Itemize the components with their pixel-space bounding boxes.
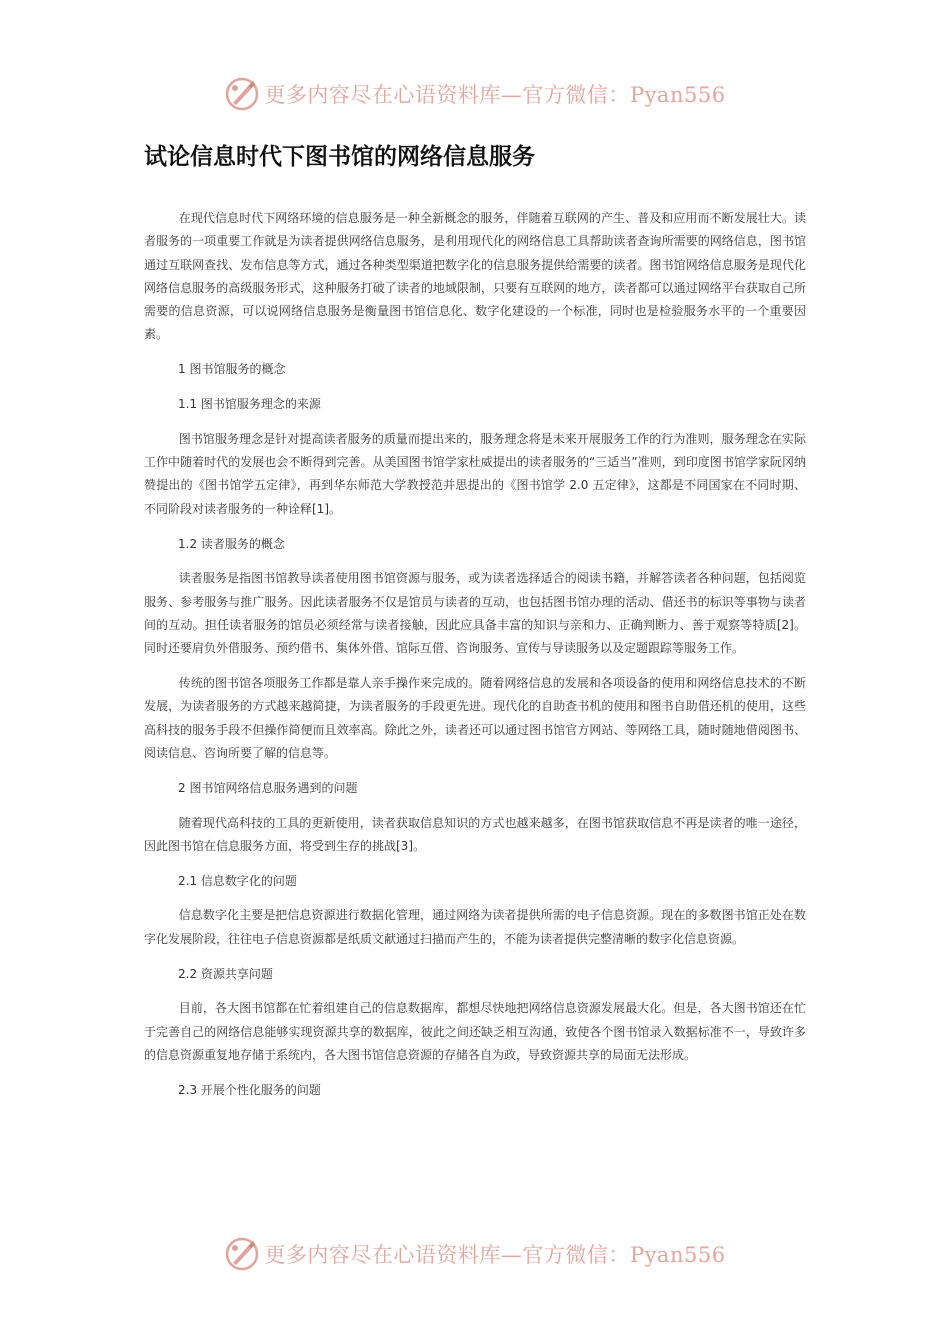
section-heading: 1.2 读者服务的概念 [178, 536, 285, 551]
paragraph: 传统的图书馆各项服务工作都是靠人亲手操作来完成的。随着网络信息的发展和各项设备的使用和网络信息技术的不断发展，为读者服务的方式越来越简捷，为读者服务的手段更先进。现代化的自助查书机的使用和图书自助借还机的使用，这些高科技的服务手段不但操作简便而且效率高。除此之外，读者还可以通过图书馆官方网站、等网络工具，随时随地借阅图书、阅读信息、咨询所要了解的信息等。 [144, 676, 806, 760]
section-heading: 2 图书馆网络信息服务遇到的问题 [178, 780, 358, 795]
wechat-id: Pyan556 [629, 83, 726, 107]
paragraph: 随着现代高科技的工具的更新使用，读者获取信息知识的方式也越来越多，在图书馆获取信息不再是读者的唯一途径，因此图书馆在信息服务方面，将受到生存的挑战[3]。 [144, 815, 806, 853]
pen-quill-icon [224, 1236, 260, 1272]
wechat-id: Pyan556 [629, 1243, 726, 1267]
footer-banner [0, 1234, 950, 1274]
paragraph: 读者服务是指图书馆教导读者使用图书馆资源与服务，或为读者选择适合的阅读书籍，并解答读者各种问题，包括阅览服务、参考服务与推广服务。因此读者服务不仅是馆员与读者的互动，也包括图书馆办理的活动、借还书的标识等事物与读者间的互动。担任读者服务的馆员必须经常与读者接触，因此应具备丰富的知识与亲和力、正确判断力、善于观察等特质[2]。同时还要肩负外借服务、预约借书、集体外借、馆际互借、咨询服务、宣传与导读服务以及定题跟踪等服务工作。 [144, 571, 806, 656]
section-heading: 1 图书馆服务的概念 [178, 362, 286, 377]
section-heading: 2.3 开展个性化服务的问题 [178, 1082, 321, 1097]
section-heading: 1.1 图书馆服务理念的来源 [178, 397, 321, 412]
banner-text: 更多内容尽在心语资料库—官方微信：Pyan556 [264, 83, 726, 107]
pen-quill-icon [224, 76, 260, 112]
section-heading: 2.2 资源共享问题 [178, 966, 273, 981]
paragraph: 在现代信息时代下网络环境的信息服务是一种全新概念的服务，伴随着互联网的产生、普及和应用而不断发展壮大。读者服务的一项重要工作就是为读者提供网络信息服务，是利用现代化的网络信息工具帮助读者查询所需要的网络信息，图书馆通过互联网查找、发布信息等方式，通过各种类型渠道把数字化的信息服务提供给需要的读者。图书馆网络信息服务是现代化网络信息服务的高级服务形式，这种服务打破了读者的地域限制，只要有互联网的地方，读者都可以通过网络平台获取自己所需要的信息资源，可以说网络信息服务是衡量图书馆信息化、数字化建设的一个标准，同时也是检验服务水平的一个重要因素。 [144, 211, 806, 342]
section-heading: 2.1 信息数字化的问题 [178, 873, 297, 888]
paragraph: 图书馆服务理念是针对提高读者服务的质量而提出来的，服务理念将是未来开展服务工作的行为准则，服务理念在实际工作中随着时代的发展也会不断得到完善。从美国图书馆学家杜威提出的读者服务的“三适当”准则，到印度图书馆学家阮冈纳赞提出的《图书馆学五定律》，再到华东师范大学教授范并思提出的《图书馆学 2.0 五定律》，这都是不同国家在不同时期、不同阶段对读者服务的一种诠释[1]。 [144, 431, 806, 516]
banner-text: 更多内容尽在心语资料库—官方微信：Pyan556 [264, 1243, 726, 1267]
paragraph: 信息数字化主要是把信息资源进行数据化管理，通过网络为读者提供所需的电子信息资源。现在的多数图书馆正处在数字化发展阶段，往往电子信息资源都是纸质文献通过扫描而产生的，不能为读者提供完整清晰的数字化信息资源。 [144, 908, 806, 946]
header-banner [0, 74, 950, 114]
paragraph: 目前，各大图书馆都在忙着组建自己的信息数据库，都想尽快地把网络信息资源发展最大化。但是，各大图书馆还在忙于完善自己的网络信息能够实现资源共享的数据库，彼此之间还缺乏相互沟通，致使各个图书馆录入数据标准不一，导致许多的信息资源重复地存储于系统内，各大图书馆信息资源的存储各自为政，导致资源共享的局面无法形成。 [144, 1001, 806, 1062]
article-body [144, 207, 806, 1114]
page-title: 试论信息时代下图书馆的网络信息服务 [144, 144, 535, 170]
